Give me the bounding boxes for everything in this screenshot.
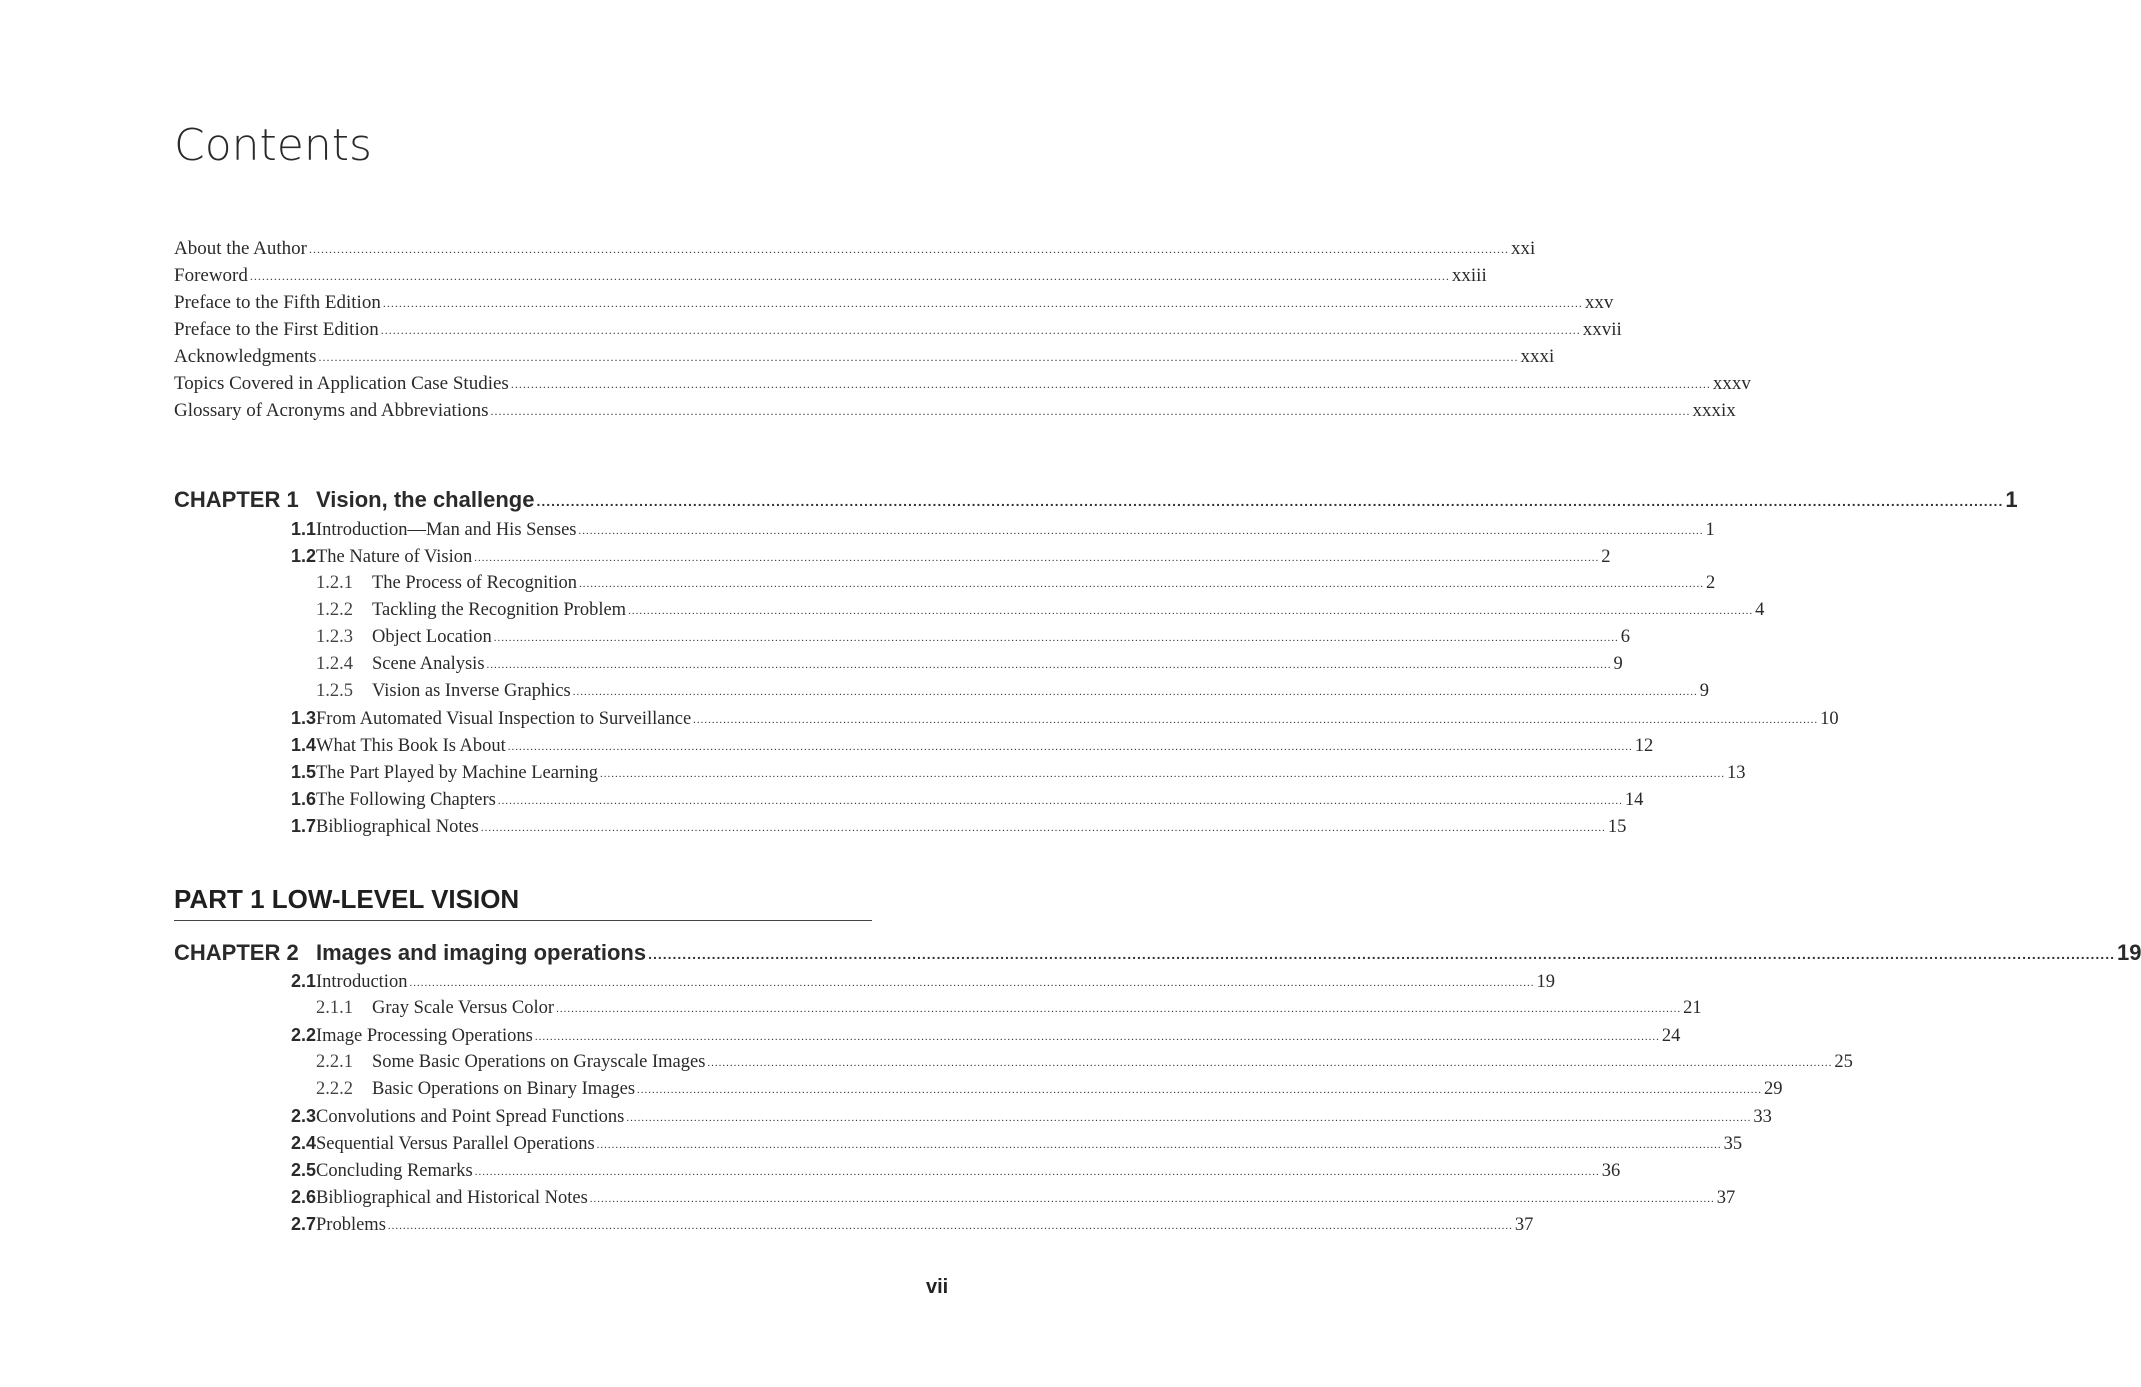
toc-page-number: 1: [2005, 487, 2018, 512]
section-number: 1.4: [290, 735, 316, 755]
toc-page-number: 2: [1601, 547, 1611, 567]
toc-entry-foreword[interactable]: [174, 265, 1487, 287]
dot-leader: ............................................................................................................................................................................................................................................................................................................: [596, 1139, 1722, 1151]
subsection-number: 1.2.2: [316, 600, 353, 620]
toc-page-number: xxxv: [1712, 373, 1751, 394]
section-number: 1.3: [290, 708, 316, 728]
toc-page-number: 25: [1834, 1052, 1853, 1072]
toc-section-2-6[interactable]: [270, 1187, 1736, 1209]
section-title: Bibliographical Notes: [316, 817, 479, 837]
toc-page-number: 12: [1634, 736, 1654, 756]
toc-section-1-4[interactable]: [270, 735, 1654, 757]
dot-leader: ............................................................................................................................................................................................................................................................................................................: [490, 404, 1691, 418]
toc-page-number: 35: [1723, 1134, 1743, 1154]
subsection-title: Object Location: [372, 627, 492, 647]
dot-leader: ............................................................................................................................................................................................................................................................................................................: [536, 493, 2004, 509]
dot-leader: ............................................................................................................................................................................................................................................................................................................: [382, 296, 1583, 310]
toc-section-1-3[interactable]: [270, 708, 1839, 730]
section-number: 2.2: [290, 1025, 316, 1045]
toc-page-number: xxxi: [1520, 346, 1555, 367]
section-title: Introduction—Man and His Senses: [316, 520, 577, 540]
dot-leader: ............................................................................................................................................................................................................................................................................................................: [309, 242, 1509, 256]
toc-section-2-1[interactable]: [270, 971, 1555, 993]
toc-page-number: xxi: [1511, 238, 1536, 259]
toc-page-number: 33: [1753, 1107, 1772, 1127]
toc-page-number: 19: [1536, 972, 1555, 992]
toc-subsection-1-2-4[interactable]: [316, 654, 1623, 675]
dot-leader: ............................................................................................................................................................................................................................................................................................................: [486, 659, 1612, 671]
dot-leader: ............................................................................................................................................................................................................................................................................................................: [474, 552, 1600, 564]
chapter-label: CHAPTER 1: [174, 487, 299, 512]
dot-leader: ............................................................................................................................................................................................................................................................................................................: [637, 1084, 1763, 1096]
part-divider: [174, 920, 872, 921]
toc-subsection-1-2-5[interactable]: [316, 681, 1709, 702]
toc-subsection-1-2-3[interactable]: [316, 627, 1630, 648]
toc-page-number: 14: [1624, 790, 1644, 810]
toc-section-1-6[interactable]: [270, 789, 1644, 811]
dot-leader: ............................................................................................................................................................................................................................................................................................................: [474, 1166, 1600, 1178]
toc-page-number: 37: [1716, 1188, 1736, 1208]
chapter-label: CHAPTER 2: [174, 940, 299, 965]
toc-page-number: 1: [1705, 520, 1715, 540]
toc-section-2-2[interactable]: [270, 1025, 1681, 1047]
section-title: Problems: [316, 1215, 386, 1235]
toc-page-number: 2: [1706, 573, 1716, 593]
toc-section-1-2[interactable]: [270, 546, 1611, 568]
toc-entry-title: Topics Covered in Application Case Studies: [174, 373, 509, 394]
section-number: 1.6: [290, 789, 316, 809]
toc-section-1-1[interactable]: [270, 519, 1715, 541]
dot-leader: ............................................................................................................................................................................................................................................................................................................: [409, 977, 1535, 989]
toc-page-number: xxvii: [1582, 319, 1622, 340]
toc-entry-topics-covered[interactable]: [174, 373, 1751, 395]
dot-leader: ............................................................................................................................................................................................................................................................................................................: [626, 1112, 1752, 1124]
toc-page-number: 37: [1514, 1215, 1534, 1235]
toc-page-number: xxiii: [1451, 265, 1487, 286]
dot-leader: ............................................................................................................................................................................................................................................................................................................: [510, 377, 1711, 391]
toc-page-number: 36: [1601, 1161, 1621, 1181]
dot-leader: ............................................................................................................................................................................................................................................................................................................: [578, 525, 1704, 537]
dot-leader: ............................................................................................................................................................................................................................................................................................................: [572, 686, 1698, 698]
toc-entry-glossary[interactable]: [174, 400, 1736, 422]
toc-page-number: 6: [1620, 627, 1630, 647]
dot-leader: ............................................................................................................................................................................................................................................................................................................: [628, 605, 1754, 617]
toc-page-number: 13: [1727, 763, 1746, 783]
dot-leader: ............................................................................................................................................................................................................................................................................................................: [507, 741, 1633, 753]
subsection-number: 2.2.1: [316, 1052, 353, 1072]
subsection-number: 2.2.2: [316, 1079, 353, 1099]
toc-entry-title: Preface to the First Edition: [174, 319, 379, 340]
toc-page-number: 9: [1613, 654, 1623, 674]
dot-leader: ............................................................................................................................................................................................................................................................................................................: [318, 350, 1519, 364]
toc-section-2-5[interactable]: [270, 1160, 1621, 1182]
toc-page-number: 4: [1755, 600, 1765, 620]
subsection-title: Tackling the Recognition Problem: [372, 600, 627, 620]
toc-entry-preface-first[interactable]: [174, 319, 1622, 341]
toc-chapter-2[interactable]: [174, 940, 2141, 966]
page-title: Contents: [174, 120, 372, 171]
dot-leader: ............................................................................................................................................................................................................................................................................................................: [497, 795, 1623, 807]
section-title: From Automated Visual Inspection to Surveillance: [316, 709, 692, 729]
section-number: 2.3: [290, 1106, 316, 1126]
toc-page-number: xxv: [1584, 292, 1614, 313]
section-number: 2.4: [290, 1133, 316, 1153]
subsection-title: Scene Analysis: [372, 654, 485, 674]
section-title: Concluding Remarks: [316, 1161, 473, 1181]
toc-entry-preface-fifth[interactable]: [174, 292, 1614, 314]
dot-leader: ............................................................................................................................................................................................................................................................................................................: [493, 632, 1619, 644]
dot-leader: ............................................................................................................................................................................................................................................................................................................: [380, 323, 1581, 337]
toc-page-number: xxxix: [1692, 400, 1736, 421]
toc-section-1-5[interactable]: [270, 762, 1746, 784]
subsection-number: 1.2.3: [316, 627, 353, 647]
subsection-number: 1.2.4: [316, 654, 353, 674]
subsection-number: 1.2.5: [316, 681, 353, 701]
subsection-number: 2.1.1: [316, 998, 353, 1018]
section-number: 2.5: [290, 1160, 316, 1180]
dot-leader: ............................................................................................................................................................................................................................................................................................................: [387, 1220, 1513, 1232]
subsection-number: 1.2.1: [316, 573, 353, 593]
toc-entry-title: Acknowledgments: [174, 346, 317, 367]
toc-subsection-2-2-1[interactable]: [316, 1052, 1853, 1073]
section-number: 1.1: [290, 519, 316, 539]
section-title: Introduction: [316, 972, 408, 992]
dot-leader: ............................................................................................................................................................................................................................................................................................................: [249, 269, 1450, 283]
section-number: 2.6: [290, 1187, 316, 1207]
toc-section-2-4[interactable]: [270, 1133, 1743, 1155]
toc-page-number: 29: [1764, 1079, 1783, 1099]
toc-section-2-7[interactable]: [270, 1214, 1534, 1236]
dot-leader: ............................................................................................................................................................................................................................................................................................................: [534, 1031, 1660, 1043]
dot-leader: ............................................................................................................................................................................................................................................................................................................: [707, 1057, 1833, 1069]
toc-chapter-1[interactable]: [174, 487, 2018, 513]
dot-leader: ............................................................................................................................................................................................................................................................................................................: [693, 714, 1819, 726]
section-number: 1.5: [290, 762, 316, 782]
toc-section-1-7[interactable]: [270, 816, 1627, 838]
section-title: What This Book Is About: [316, 736, 506, 756]
dot-leader: ............................................................................................................................................................................................................................................................................................................: [579, 578, 1704, 590]
subsection-title: The Process of Recognition: [372, 573, 577, 593]
toc-entry-title: Glossary of Acronyms and Abbreviations: [174, 400, 489, 421]
section-title: Bibliographical and Historical Notes: [316, 1188, 588, 1208]
toc-entry-title: Foreword: [174, 265, 248, 286]
chapter-title: Vision, the challenge: [316, 487, 535, 512]
toc-page-number: 15: [1607, 817, 1627, 837]
page-folio: vii: [926, 1276, 949, 1298]
toc-entry-title: Preface to the Fifth Edition: [174, 292, 381, 313]
section-number: 1.2: [290, 546, 316, 566]
subsection-title: Gray Scale Versus Color: [372, 998, 555, 1018]
subsection-title: Some Basic Operations on Grayscale Images: [372, 1052, 706, 1072]
toc-entry-about-author[interactable]: [174, 238, 1536, 260]
dot-leader: ............................................................................................................................................................................................................................................................................................................: [556, 1003, 1682, 1015]
section-title: Image Processing Operations: [316, 1026, 533, 1046]
section-title: The Part Played by Machine Learning: [316, 763, 599, 783]
section-title: Convolutions and Point Spread Functions: [316, 1107, 625, 1127]
subsection-title: Basic Operations on Binary Images: [372, 1079, 636, 1099]
chapter-title: Images and imaging operations: [316, 940, 647, 965]
section-number: 2.1: [290, 971, 316, 991]
subsection-title: Vision as Inverse Graphics: [372, 681, 571, 701]
toc-entry-acknowledgments[interactable]: [174, 346, 1555, 368]
part-heading: PART 1 LOW-LEVEL VISION: [174, 884, 520, 914]
section-title: Sequential Versus Parallel Operations: [316, 1134, 595, 1154]
toc-section-2-3[interactable]: [270, 1106, 1772, 1128]
section-title: The Nature of Vision: [316, 547, 473, 567]
dot-leader: ............................................................................................................................................................................................................................................................................................................: [480, 822, 1606, 834]
dot-leader: ............................................................................................................................................................................................................................................................................................................: [589, 1193, 1715, 1205]
toc-subsection-2-1-1[interactable]: [316, 998, 1702, 1019]
section-number: 2.7: [290, 1214, 316, 1234]
toc-subsection-2-2-2[interactable]: [316, 1079, 1783, 1100]
toc-entry-title: About the Author: [174, 238, 307, 259]
toc-page-number: 21: [1683, 998, 1702, 1018]
section-number: 1.7: [290, 816, 316, 836]
toc-page-number: 9: [1699, 681, 1709, 701]
toc-page-number: 24: [1661, 1026, 1681, 1046]
section-title: The Following Chapters: [316, 790, 496, 810]
toc-subsection-1-2-1[interactable]: [316, 573, 1716, 594]
toc-page-number: 10: [1820, 709, 1839, 729]
toc-subsection-1-2-2[interactable]: [316, 600, 1765, 621]
dot-leader: ............................................................................................................................................................................................................................................................................................................: [600, 768, 1726, 780]
toc-page-number: 19: [2116, 940, 2141, 965]
dot-leader: ............................................................................................................................................................................................................................................................................................................: [648, 946, 2115, 962]
